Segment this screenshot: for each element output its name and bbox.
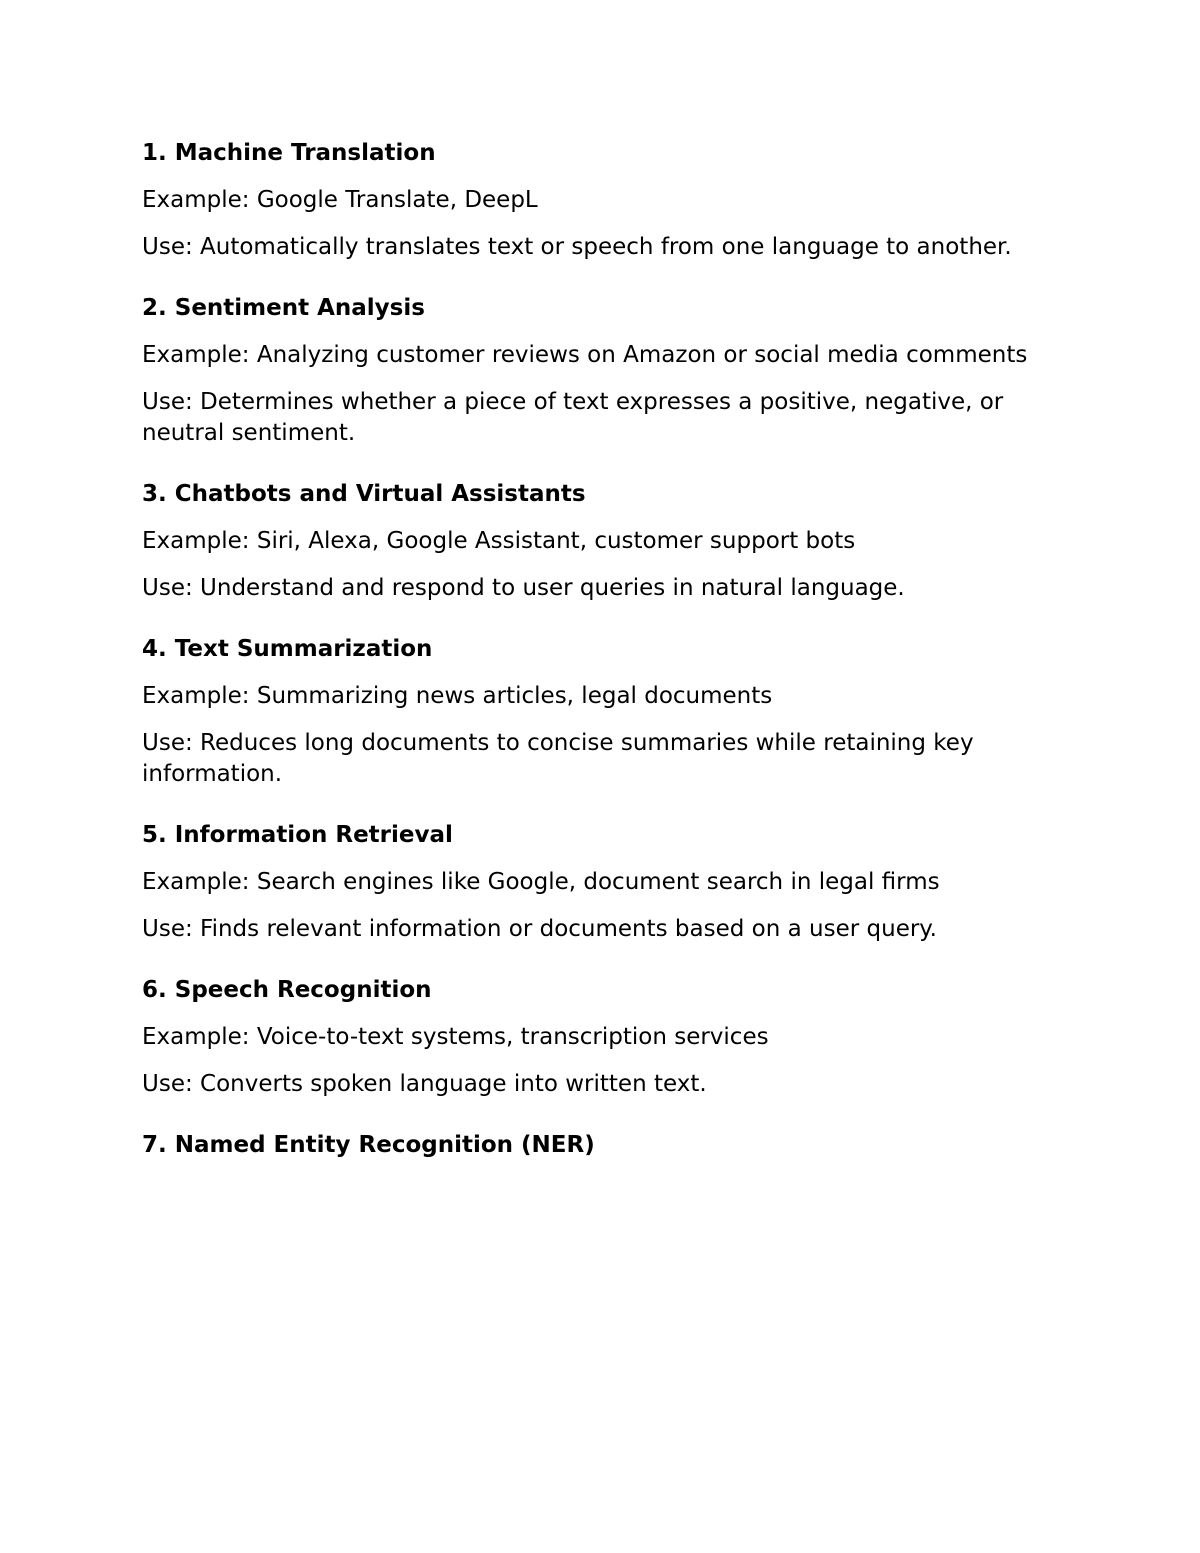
section-machine-translation (142, 138, 1062, 263)
document-content (142, 138, 1062, 1191)
section-use: Use: Reduces long documents to concise summaries while retaining key information. (142, 730, 974, 787)
section-text-summarization (142, 634, 1062, 790)
section-example: Example: Analyzing customer reviews on Amazon or social media comments (142, 342, 1028, 368)
section-heading: 6. Speech Recognition (142, 977, 432, 1003)
section-heading: 3. Chatbots and Virtual Assistants (142, 481, 586, 507)
section-information-retrieval (142, 820, 1062, 945)
section-example: Example: Search engines like Google, document search in legal firms (142, 869, 940, 895)
section-example: Example: Siri, Alexa, Google Assistant, customer support bots (142, 528, 856, 554)
section-named-entity-recognition (142, 1130, 1062, 1161)
section-speech-recognition (142, 975, 1062, 1100)
section-example: Example: Voice-to-text systems, transcription services (142, 1024, 769, 1050)
section-heading: 7. Named Entity Recognition (NER) (142, 1132, 595, 1158)
section-heading: 1. Machine Translation (142, 140, 436, 166)
section-use: Use: Automatically translates text or speech from one language to another. (142, 234, 1012, 260)
section-heading: 2. Sentiment Analysis (142, 295, 425, 321)
section-example: Example: Google Translate, DeepL (142, 187, 538, 213)
section-use: Use: Understand and respond to user queries in natural language. (142, 575, 905, 601)
section-sentiment-analysis (142, 293, 1062, 449)
section-heading: 4. Text Summarization (142, 636, 433, 662)
section-heading: 5. Information Retrieval (142, 822, 453, 848)
section-use: Use: Determines whether a piece of text expresses a positive, negative, or neutral sentiment. (142, 389, 1004, 446)
section-example: Example: Summarizing news articles, legal documents (142, 683, 773, 709)
section-chatbots (142, 479, 1062, 604)
section-use: Use: Finds relevant information or documents based on a user query. (142, 916, 937, 942)
section-use: Use: Converts spoken language into written text. (142, 1071, 707, 1097)
